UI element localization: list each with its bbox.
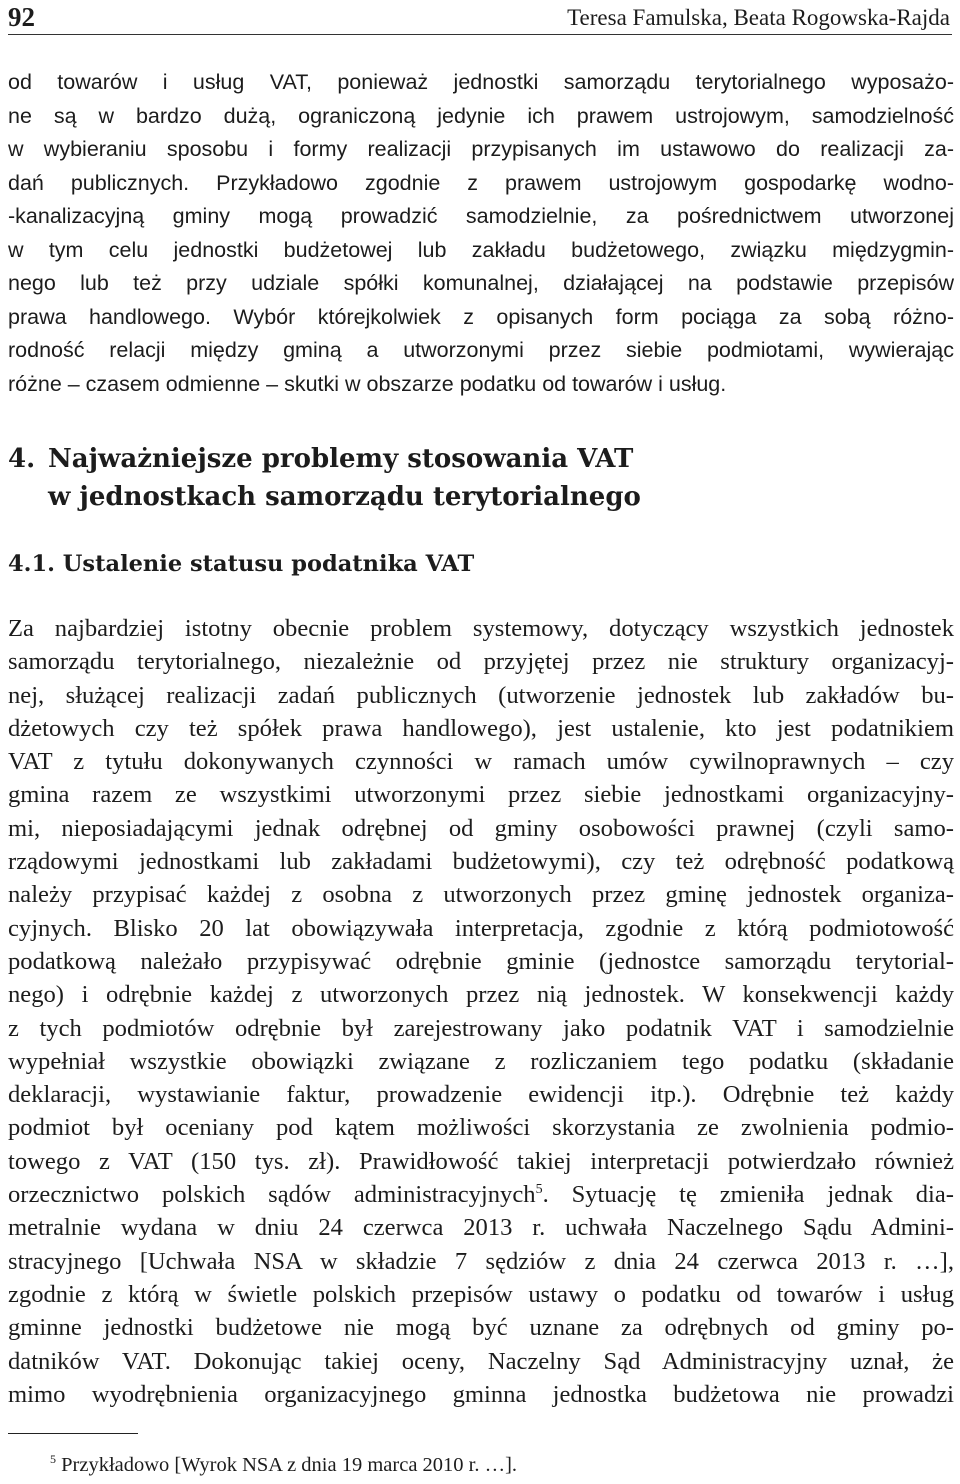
footnote-separator [8, 1433, 138, 1434]
intro-paragraph [8, 66, 954, 401]
footnote [50, 1452, 517, 1478]
text-line: w tym celu jednostki budżetowej lub zakładu budżetowego, związku międzygmin- [8, 237, 954, 262]
text-line: gmina razem ze wszystkimi utworzonymi przez siebie jednostkami organizacyjny- [8, 781, 954, 809]
text-line: zgodnie z którą w świetle polskich przepisów ustawy o podatku od towarów i usług [8, 1280, 954, 1308]
text-line: -kanalizacyjną gminy mogą prowadzić samodzielnie, za pośrednictwem utworzonej [8, 204, 954, 228]
page-number: 92 [8, 2, 35, 32]
text-line: dżetowych czy też spółek prawa handlowego), jest ustalenie, kto jest podatnikiem [8, 714, 954, 742]
footnote-marker: 5 [50, 1452, 56, 1466]
text-segment: . Sytuację tę zmieniła jednak dia- [542, 1181, 954, 1209]
section-title-part-1: Najważniejsze problemy stosowania VAT [48, 444, 634, 474]
text-line: nej, służącej realizacji zadań publicznych (utworzenie jednostek lub zakładów bu- [8, 681, 954, 709]
text-line: rządowymi jednostkami lub zakładami budżetowymi), czy też odrębność podatkową [8, 848, 954, 876]
section-heading-line-2 [8, 478, 641, 516]
text-line: mimo wyodrębnienia organizacyjnego gminna jednostka budżetowa nie prowadzi [8, 1380, 954, 1408]
text-line: dań publicznych. Przykładowo zgodnie z prawem ustrojowym gospodarkę wodno- [8, 170, 954, 195]
text-line: należy przypisać każdej z osobna z utworzonych przez gminę jednostek organiza- [8, 881, 954, 909]
main-paragraph [8, 612, 954, 1411]
text-line: nego lub też przy udziale spółki komunalnej, działającej na podstawie przepisów [8, 271, 954, 295]
text-line: z tych podmiotów odrębnie był zarejestrowany jako podatnik VAT i samodzielnie [8, 1014, 954, 1042]
text-line: nego) i odrębnie każdej z utworzonych przez nią jednostek. W konsekwencji każdy [8, 981, 954, 1009]
text-line: deklaracji, wystawianie faktur, prowadzenie ewidencji itp.). Odrębnie też każdy [8, 1081, 954, 1109]
section-number: 4. [8, 444, 36, 474]
section-title-part-2: w jednostkach samorządu terytorialnego [48, 482, 641, 512]
text-line: mi, nieposiadającymi jednak odrębnej od gminy osobowości prawnej (czyli samo- [8, 814, 954, 842]
text-line: VAT z tytułu dokonywanych czynności w ramach umów cywilnoprawnych – czy [8, 748, 954, 776]
text-line: stracyjnego [Uchwała NSA w składzie 7 sędziów z dnia 24 czerwca 2013 r. …], [8, 1247, 954, 1275]
section-heading-line-1 [8, 440, 641, 478]
running-head-authors: Teresa Famulska, Beata Rogowska-Rajda [567, 5, 950, 30]
text-line: gminne jednostki budżetowe nie mogą być uznane za odrębnych od gminy po- [8, 1314, 954, 1342]
text-line: datników VAT. Dokonując takiej oceny, Naczelny Sąd Administracyjny uznał, że [8, 1347, 954, 1375]
text-line: metralnie wydana w dniu 24 czerwca 2013 r. uchwała Naczelnego Sądu Admini- [8, 1214, 954, 1242]
page-header [8, 0, 952, 35]
text-line: wypełniał wszystkie obowiązki związane z rozliczaniem tego podatku (składanie [8, 1047, 954, 1075]
text-segment: orzecznictwo polskich sądów administracyjnych [8, 1181, 536, 1209]
text-line: podatkową należało przypisywać odrębnie gminie (jednostce samorządu terytorial- [8, 947, 954, 975]
text-line: prawa handlowego. Wybór którejkolwiek z opisanych form pociąga za sobą różno- [8, 304, 954, 329]
text-line: podmiot był oceniany pod kątem możliwości skorzystania ze zwolnienia podmio- [8, 1114, 954, 1142]
text-line: ne są w bardzo dużą, ograniczoną jedynie ich prawem ustrojowym, samodzielność [8, 103, 954, 128]
footnote-reference[interactable]: 5 [535, 1182, 543, 1198]
text-line: różne – czasem odmienne – skutki w obszarze podatku od towarów i usług. [8, 371, 727, 396]
text-line: samorządu terytorialnego, niezależnie od przyjętej przez nie struktury organizacyj- [8, 648, 954, 676]
text-line: w wybieraniu sposobu i formy realizacji przypisanych im ustawowo do realizacji za- [8, 137, 954, 161]
text-line-with-footnote [8, 1178, 954, 1211]
text-line: towego z VAT (150 tys. zł). Prawidłowość takiej interpretacji potwierdzało również [8, 1147, 954, 1175]
section-heading [8, 440, 641, 516]
text-line: od towarów i usług VAT, ponieważ jednostki samorządu terytorialnego wyposażo- [8, 70, 954, 94]
text-line: Za najbardziej istotny obecnie problem systemowy, dotyczący wszystkich jednostek [8, 615, 954, 642]
subsection-heading: 4.1. Ustalenie statusu podatnika VAT [8, 551, 475, 577]
footnote-text: Przykładowo [Wyrok NSA z dnia 19 marca 2010 r. …]. [61, 1454, 518, 1476]
text-line: rodność relacji między gminą a utworzonymi przez siebie podmiotami, wywierając [8, 338, 954, 362]
text-line: cyjnych. Blisko 20 lat obowiązywała interpretacja, zgodnie z którą podmiotowość [8, 914, 954, 942]
